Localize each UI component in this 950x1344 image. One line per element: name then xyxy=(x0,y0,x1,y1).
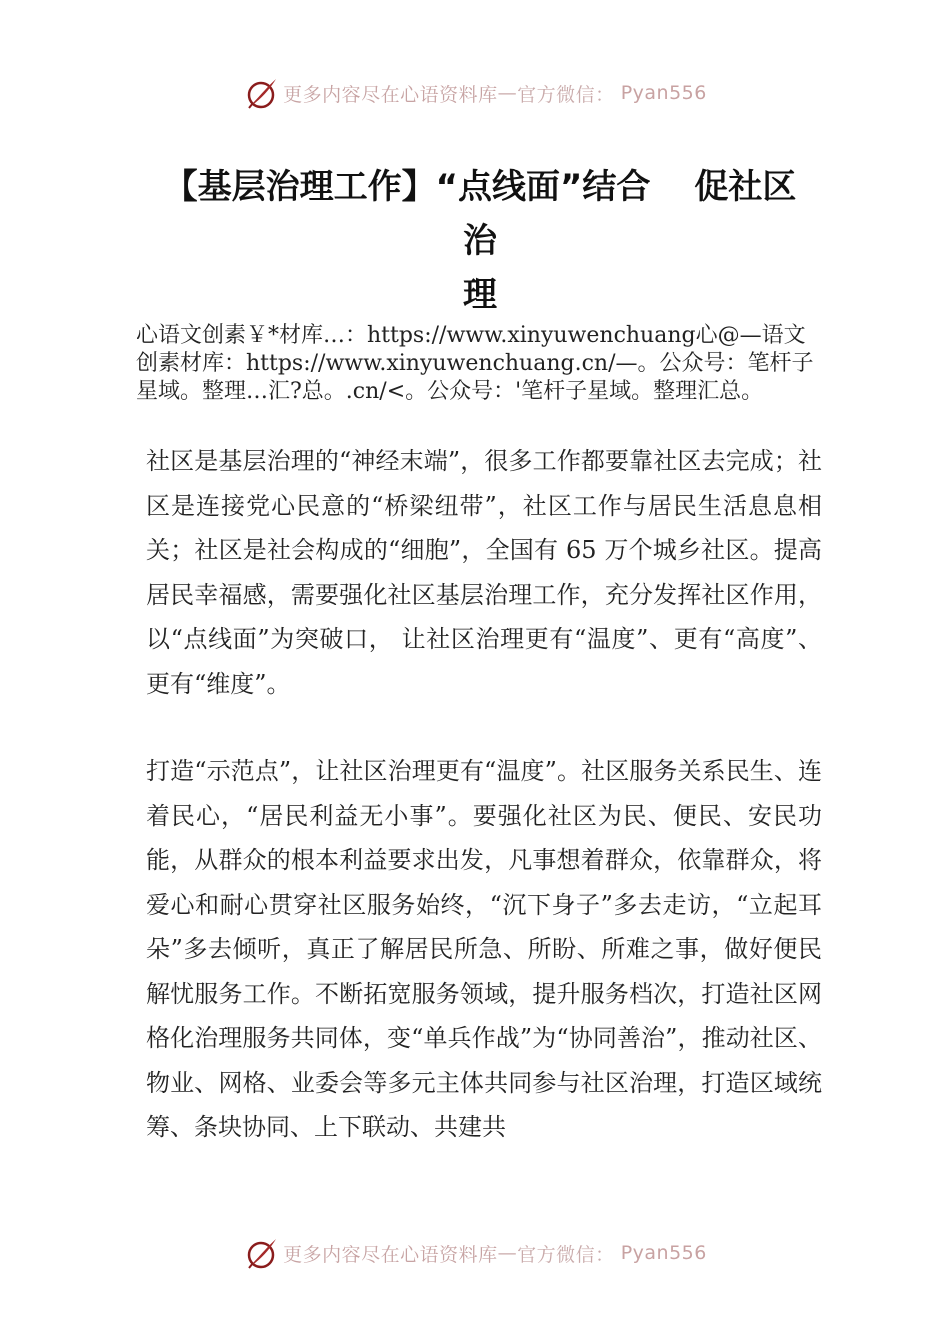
header-watermark xyxy=(0,73,950,113)
title-char-1: 治 xyxy=(463,221,497,261)
source-note: 心语文创素￥*材库…：https://www.xinyuwenchuang心@—语文创素材库：https://www.xinyuwenchuang.cn/—。公众号：笔杆子星域。整理…汇?总。.cn/<。公众号：'笔杆子星域。整理汇总。 xyxy=(136,323,814,404)
banner-dash: — xyxy=(497,1242,518,1264)
body-paragraph-2: 打造“示范点”，让社区治理更有“温度”。社区服务关系民生、连着民心，“居民利益无小事”。要强化社区为民、便民、安民功能，从群众的根本利益要求出发，凡事想着群众，依靠群众，将爱心和耐心贯穿社区服务始终，“沉下身子”多去走访，“立起耳朵”多去倾听，真正了解居民所急、所盼、所难之事，做好便民解忧服务工作。不断拓宽服务领域，提升服务档次，打造社区网格化治理服务共同体，变“单兵作战”为“协同善治”，推动社区、物业、网格、业委会等多元主体共同参与社区治理，打造区域统筹、条块协同、上下联动、共建共 xyxy=(146,757,822,1141)
document-title xyxy=(130,160,830,322)
banner-wechat-handle: Pyan556 xyxy=(620,1242,707,1264)
banner-official-text: 官方微信： xyxy=(517,83,615,106)
quill-pen-logo-icon xyxy=(243,1235,279,1271)
title-part-2: 促社区 xyxy=(694,167,797,207)
banner-wechat-handle: Pyan556 xyxy=(620,82,707,104)
banner-official-text: 官方微信： xyxy=(517,1243,615,1266)
body-paragraph-1: 社区是基层治理的“神经末端”，很多工作都要靠社区去完成；社区是连接党心民意的“桥梁纽带”，社区工作与居民生活息息相关；社区是社会构成的“细胞”，全国有 65 万个城乡社区。提高居民幸福感，需要强化社区基层治理工作，充分发挥社区作用，以“点线面”为突破口， 让社区治理更有“温度”、更有“高度”、更有“维度”。 xyxy=(146,447,822,698)
title-part-1: 【基层治理工作】“点线面”结合 xyxy=(163,167,651,207)
footer-watermark xyxy=(0,1233,950,1273)
title-line-1 xyxy=(130,160,830,214)
quill-pen-logo-icon xyxy=(243,75,279,111)
title-char-2: 理 xyxy=(463,275,497,315)
banner-dash: — xyxy=(497,82,518,104)
banner-brand-text: 更多内容尽在心语资料库 xyxy=(283,1243,498,1266)
banner-brand-text: 更多内容尽在心语资料库 xyxy=(283,83,498,106)
